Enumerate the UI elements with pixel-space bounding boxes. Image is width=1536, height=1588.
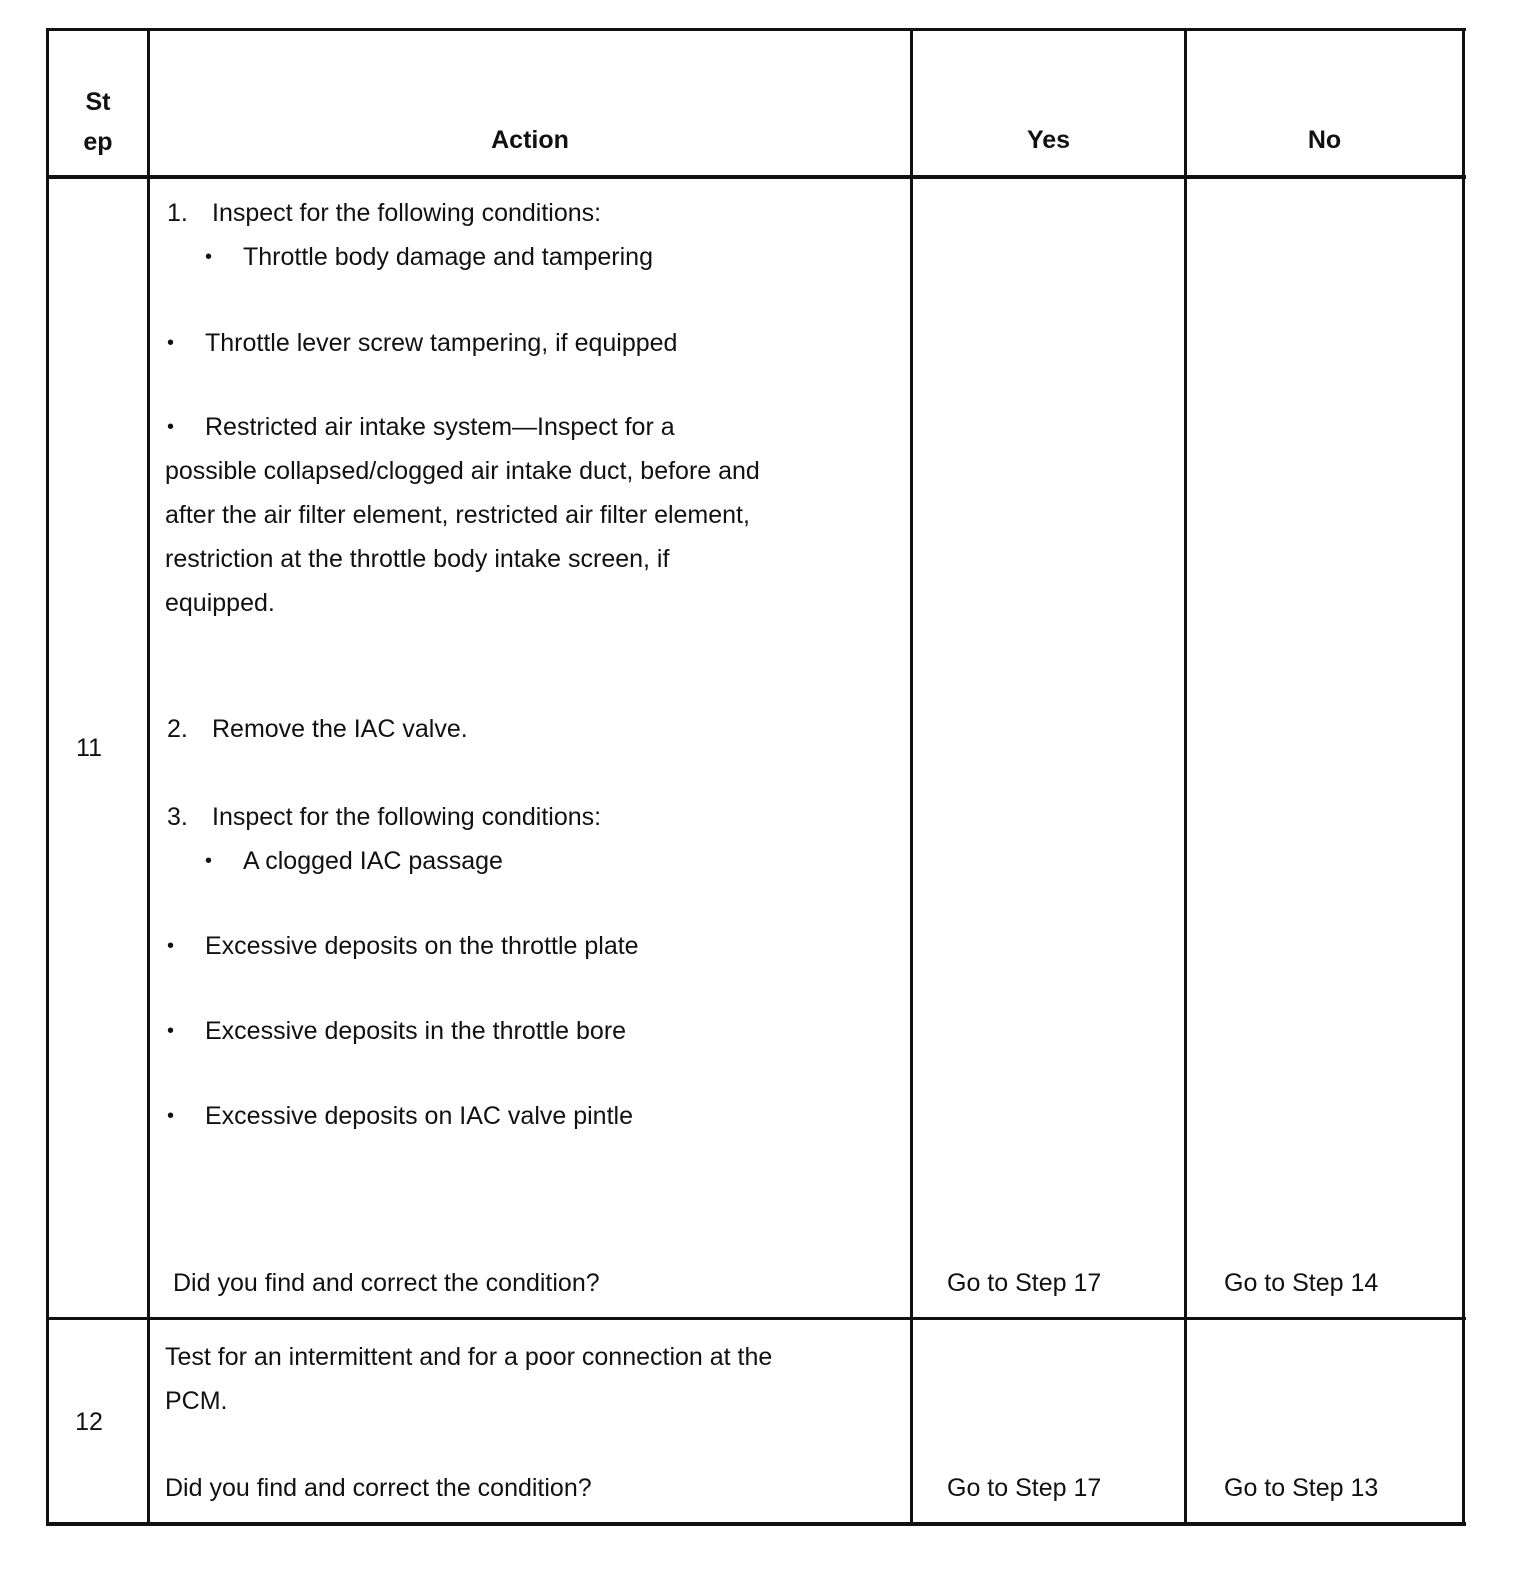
table-row-divider	[46, 1317, 1466, 1320]
row12-line2: PCM.	[165, 1387, 228, 1415]
row11-bullet-b-line3: after the air filter element, restricted air filter element,	[165, 501, 750, 529]
row11-bullet-c: Excessive deposits on the throttle plate	[205, 932, 639, 960]
row11-item1-num: 1.	[167, 199, 188, 227]
row11-item3-num: 3.	[167, 803, 188, 831]
table-border-left	[46, 28, 49, 1526]
row12-no: Go to Step 13	[1224, 1474, 1379, 1502]
row11-item2-num: 2.	[167, 715, 188, 743]
row12-question: Did you find and correct the condition?	[165, 1474, 592, 1502]
row11-no: Go to Step 14	[1224, 1269, 1379, 1297]
row11-bullet-a-glyph: •	[167, 332, 175, 354]
table-border-bottom	[46, 1522, 1466, 1526]
row11-item1-sub1-bullet: •	[205, 246, 213, 268]
row11-bullet-e: Excessive deposits on IAC valve pintle	[205, 1102, 633, 1130]
row12-line1: Test for an intermittent and for a poor connection at the	[165, 1343, 773, 1371]
header-step-line2: ep	[83, 128, 113, 156]
header-yes: Yes	[1026, 126, 1071, 154]
column-divider-yes	[1184, 28, 1187, 1526]
row11-bullet-b-line4: restriction at the throttle body intake screen, if	[165, 545, 670, 573]
row11-bullet-b-line5: equipped.	[165, 589, 275, 617]
row11-yes: Go to Step 17	[947, 1269, 1102, 1297]
row11-bullet-a: Throttle lever screw tampering, if equipped	[205, 329, 678, 357]
row11-bullet-d: Excessive deposits in the throttle bore	[205, 1017, 627, 1045]
table-border-top	[46, 28, 1466, 31]
row11-bullet-b-glyph: •	[167, 416, 175, 438]
row11-item1-text: Inspect for the following conditions:	[212, 199, 602, 227]
row11-item3-sub1-bullet: •	[205, 850, 213, 872]
row11-item2-text: Remove the IAC valve.	[212, 715, 468, 743]
row12-yes: Go to Step 17	[947, 1474, 1102, 1502]
step-number-11: 11	[76, 734, 102, 762]
column-divider-step	[147, 28, 150, 1526]
row11-bullet-e-glyph: •	[167, 1105, 175, 1127]
row11-bullet-d-glyph: •	[167, 1020, 175, 1042]
table-border-right	[1462, 28, 1465, 1526]
row11-bullet-b-line1: Restricted air intake system—Inspect for a	[205, 413, 675, 441]
row11-bullet-c-glyph: •	[167, 935, 175, 957]
row11-item3-text: Inspect for the following conditions:	[212, 803, 602, 831]
header-action: Action	[491, 126, 569, 154]
row11-item1-sub1: Throttle body damage and tampering	[243, 243, 653, 271]
row11-question: Did you find and correct the condition?	[173, 1269, 600, 1297]
header-step-line1: St	[85, 88, 111, 116]
column-divider-action	[910, 28, 913, 1526]
table-header-divider	[46, 175, 1466, 179]
row11-item3-sub1: A clogged IAC passage	[243, 847, 503, 875]
step-number-12: 12	[75, 1408, 103, 1436]
row11-bullet-b-line2: possible collapsed/clogged air intake duct, before and	[165, 457, 760, 485]
header-step	[49, 82, 147, 162]
header-no: No	[1307, 126, 1342, 154]
